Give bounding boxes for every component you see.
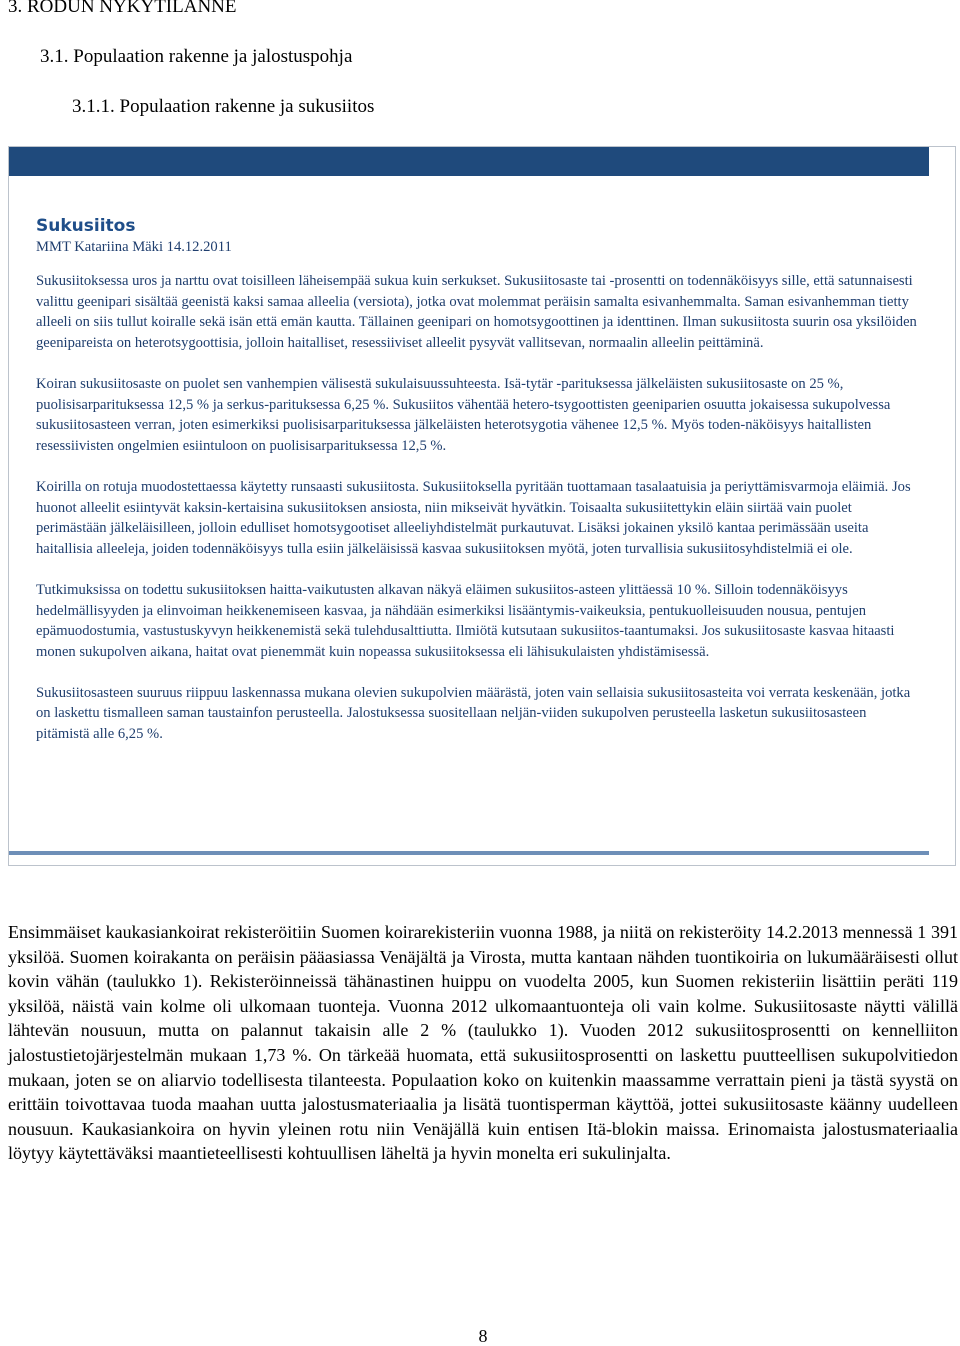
chapter-heading: 3. RODUN NYKYTILANNE [8, 0, 237, 17]
sidebar-box [8, 146, 956, 866]
subsection-heading: 3.1.1. Populaation rakenne ja sukusiitos [72, 96, 375, 117]
box-paragraph: Sukusiitosasteen suuruus riippuu laskennassa mukana olevien sukupolvien määrästä, joten vain sellaisia sukusiitosasteita voi verrata keskenään, jotka on laskettu tismalleen saman taustainfon perusteella. Jalostuksessa suositellaan neljän-viiden sukupolven perusteella lasketun sukusiitosasteen pitämistä alle 6,25 %. [36, 684, 911, 743]
box-title: Sukusiitos [36, 216, 136, 236]
box-content [36, 215, 921, 745]
box-paragraph: Sukusiitoksessa uros ja narttu ovat toisilleen läheisempää sukua kuin serkukset. Sukusiitosaste tai -prosentti on todennäköisyys sille, että satunnaisesti valittu geenipari sisältää geenistä kaksi samaa alleelia (versiota), jotka ovat molemmat peräisin samalta esivanhemmalta. Saman esivanhemman tietty alleeli on siis tullut koiralle sekä isän että emän kautta. Tällainen geenipari on homotsygoottinen ja identtinen. Ilman sukusiitosta suurin osa yksilöiden geenipareista on heterotsygoottisia, jolloin haitalliset, resessiiviset alleelit pysyvät vallitsevan, normaalin alleelin peittäminä. [36, 273, 917, 351]
box-paragraph: Tutkimuksissa on todettu sukusiitoksen haitta-vaikutusten alkavan näkyä eläimen sukusiitos-asteen ylittäessä 10 %. Silloin todennäköisyys hedelmällisyyden ja elinvoiman heikkenemiseen kasvaa, ja nähdään esimerkiksi lisääntymis-vaikeuksia, pentukuolleisuuden nousua, pentujen epämuodostumia, vastustuskyvyn heikkenemistä sekä tulehdusalttiutta. Ilmiötä kutsutaan sukusiitos-taantumaksi. Jos sukusiitosaste kasvaa hitaasti monen sukupolven aikana, haitat ovat pienemmät kuin nopeassa sukusiitoksessa eli lähisukulaisten yhdistämisessä. [36, 581, 895, 660]
page-number: 8 [478, 1326, 488, 1346]
box-bottom-rule [9, 851, 929, 855]
body-paragraph: Ensimmäiset kaukasiankoirat rekisteröitiin Suomen koirarekisteriin vuonna 1988, ja niitä on rekisteröity 14.2.2013 mennessä 1 391 yksilöä. Suomen koirakanta on peräisin pääasiassa Venäjältä ja Virosta, mutta kantaan nähden tuontikoiria on lukumääräisesti ollut kovin vähän (taulukko 1). Rekisteröinneissä tähänastinen huippu on vuodelta 2005, kun Suomen rekisteriin lisättiin peräti 119 yksilöä, näistä vain kolme oli ulkomaan tuonteja. Vuonna 2012 ulkomaantuonteja oli vain kolme. Sukusiitosaste näytti välillä lähtevän nousuun, mutta on palannut takaisin alle 2 % (taulukko 1). Vuoden 2012 sukusiitosprosentti on kennelliiton jalostustietojärjestelmän mukaan 1,73 %. On tärkeää huomata, että sukusiitosprosentti on laskettu puutteellisen sukupolvitiedon mukaan, joten se on aliarvio todellisesta tilanteesta. Populaation koko on kuitenkin maassamme verrattain pieni ja tästä syystä on erittäin toivottavaa tuoda maahan uutta jalostusmateriaalia ja lisätä tuontisperman käyttöä, jottei sukusiitosaste käänny uudelleen nousuun. Kaukasiankoira on hyvin yleinen rotu niin Venäjällä kuin entisen Itä-blokin maissa. Erinomaista jalostusmateriaalia löytyy käytettäväksi maantieteellisesti kohtuullisen läheltä ja hyvin monelta eri sukulinjalta. [8, 922, 958, 1164]
box-header-bar [9, 147, 929, 176]
box-author-date: MMT Katariina Mäki 14.12.2011 [36, 239, 232, 255]
section-heading: 3.1. Populaation rakenne ja jalostuspohja [40, 46, 353, 67]
box-paragraph: Koiran sukusiitosaste on puolet sen vanhempien välisestä sukulaisuussuhteesta. Isä-tytär -parituksessa jälkeläisten sukusiitosaste on 25 %, puolisisarparituksessa 12,5 % ja serkus-parituksessa 6,25 %. Sukusiitos vähentää hetero-tsygoottisten geeniparien osuutta jokaisessa sukupolvessa sukusiitosasteen verran, joten esimerkiksi puolisisarparituksessa jälkeläisten heterotsygotia vähenee 12,5 %. Myös toden-näköisyys haitallisten resessiivisten ongelmien esiintuloon on puolisisarparituksessa 12,5 %. [36, 375, 891, 454]
box-paragraph: Koirilla on rotuja muodostettaessa käytetty runsaasti sukusiitosta. Sukusiitoksella pyritään tuottamaan tasalaatuisia ja periyttämisvarmoja eläimiä. Jos huonot alleelit esiintyvät kaksin-kertaisina sukusiitoksen ansiosta, niin mikseivät hyvätkin. Toisaalta sukusiitettykin eläin siirtää vain puolet perimästään jälkeläisilleen, jolloin edulliset homotsygootiset alleeliyhdistelmät purkautuvat. Lisäksi jokainen yksilö kantaa perimässään useita haitallisia alleeleja, joiden todennäköisyys tulla esiin jälkeläisissä kasvaa sukusiitoksen myötä, joten turvallisia sukusiitosyhdistelmiä ei ole. [36, 478, 911, 557]
